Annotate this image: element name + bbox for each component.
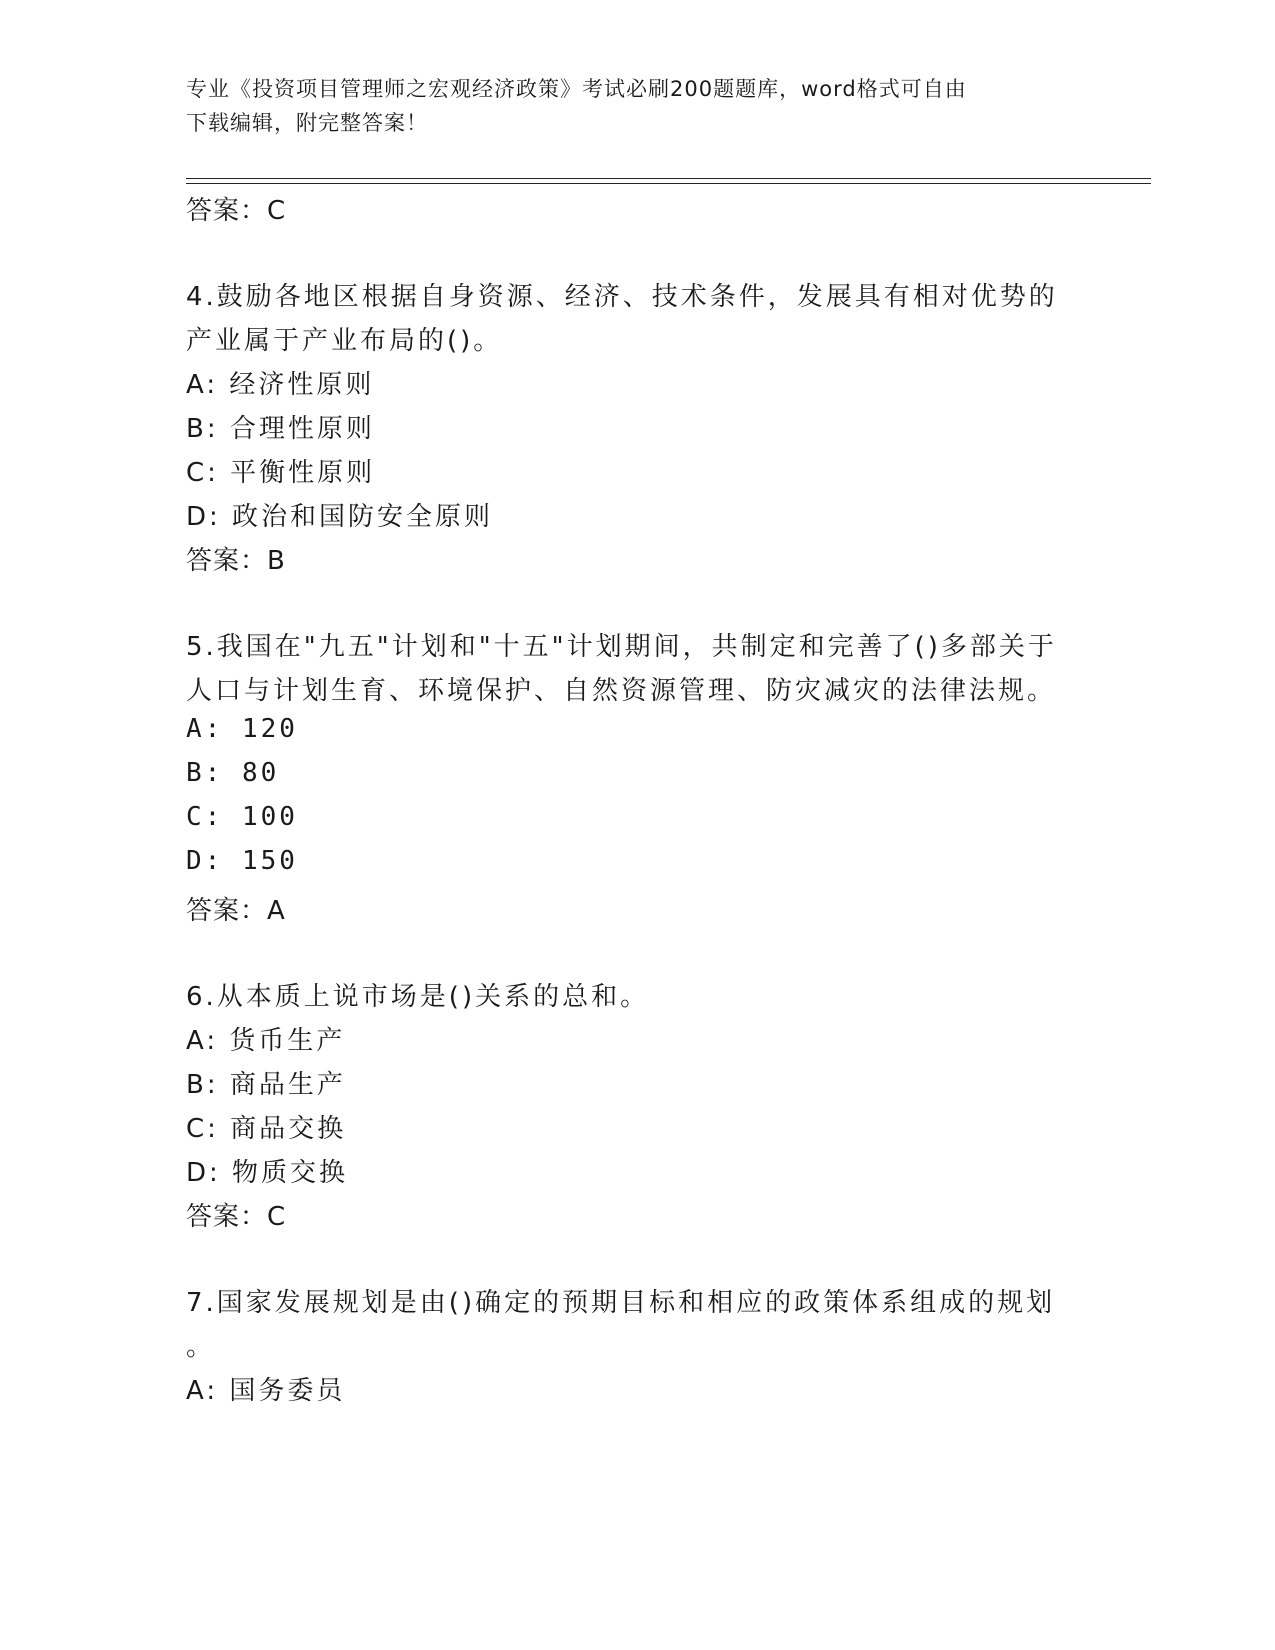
question-4-stem-line-1: 4.鼓励各地区根据自身资源、经济、技术条件，发展具有相对优势的 [186,282,1058,312]
question-4-option-d: D: 政治和国防安全原则 [186,502,494,532]
question-6-option-a: A: 货币生产 [186,1026,346,1056]
header-line-1: 专业《投资项目管理师之宏观经济政策》考试必刷200题题库，word格式可自由 [186,77,967,101]
question-6-answer: 答案：C [186,1202,287,1232]
question-4-option-c: C: 平衡性原则 [186,458,376,488]
question-5-option-d: D: 150 [186,846,298,876]
question-4-option-b: B: 合理性原则 [186,414,375,444]
question-5-option-c: C: 100 [186,802,298,832]
question-7-stem-line-2: 。 [186,1332,216,1362]
question-4-stem-line-2: 产业属于产业布局的()。 [186,326,503,356]
question-7-stem-line-1: 7.国家发展规划是由()确定的预期目标和相应的政策体系组成的规划 [186,1288,1056,1318]
question-5-option-a: A: 120 [186,714,298,744]
question-4-answer: 答案：B [186,546,286,576]
answer-prev: 答案：C [186,196,287,226]
document-header-note [186,72,1086,140]
question-6-option-c: C: 商品交换 [186,1114,347,1144]
question-6-option-b: B: 商品生产 [186,1070,346,1100]
question-6-stem-line-1: 6.从本质上说市场是()关系的总和。 [186,982,650,1012]
header-rule-bottom [186,183,1151,184]
header-rule-top [186,178,1151,179]
header-line-2: 下载编辑，附完整答案！ [186,111,428,135]
question-5-stem-line-1: 5.我国在"九五"计划和"十五"计划期间，共制定和完善了()多部关于 [186,632,1057,662]
question-5-option-b: B: 80 [186,758,280,788]
question-5-stem-line-2: 人口与计划生育、环境保护、自然资源管理、防灾减灾的法律法规。 [186,676,1057,706]
question-5-answer: 答案：A [186,896,286,926]
question-4-option-a: A: 经济性原则 [186,370,375,400]
question-7-option-a: A: 国务委员 [186,1376,346,1406]
question-6-option-d: D: 物质交换 [186,1158,349,1188]
